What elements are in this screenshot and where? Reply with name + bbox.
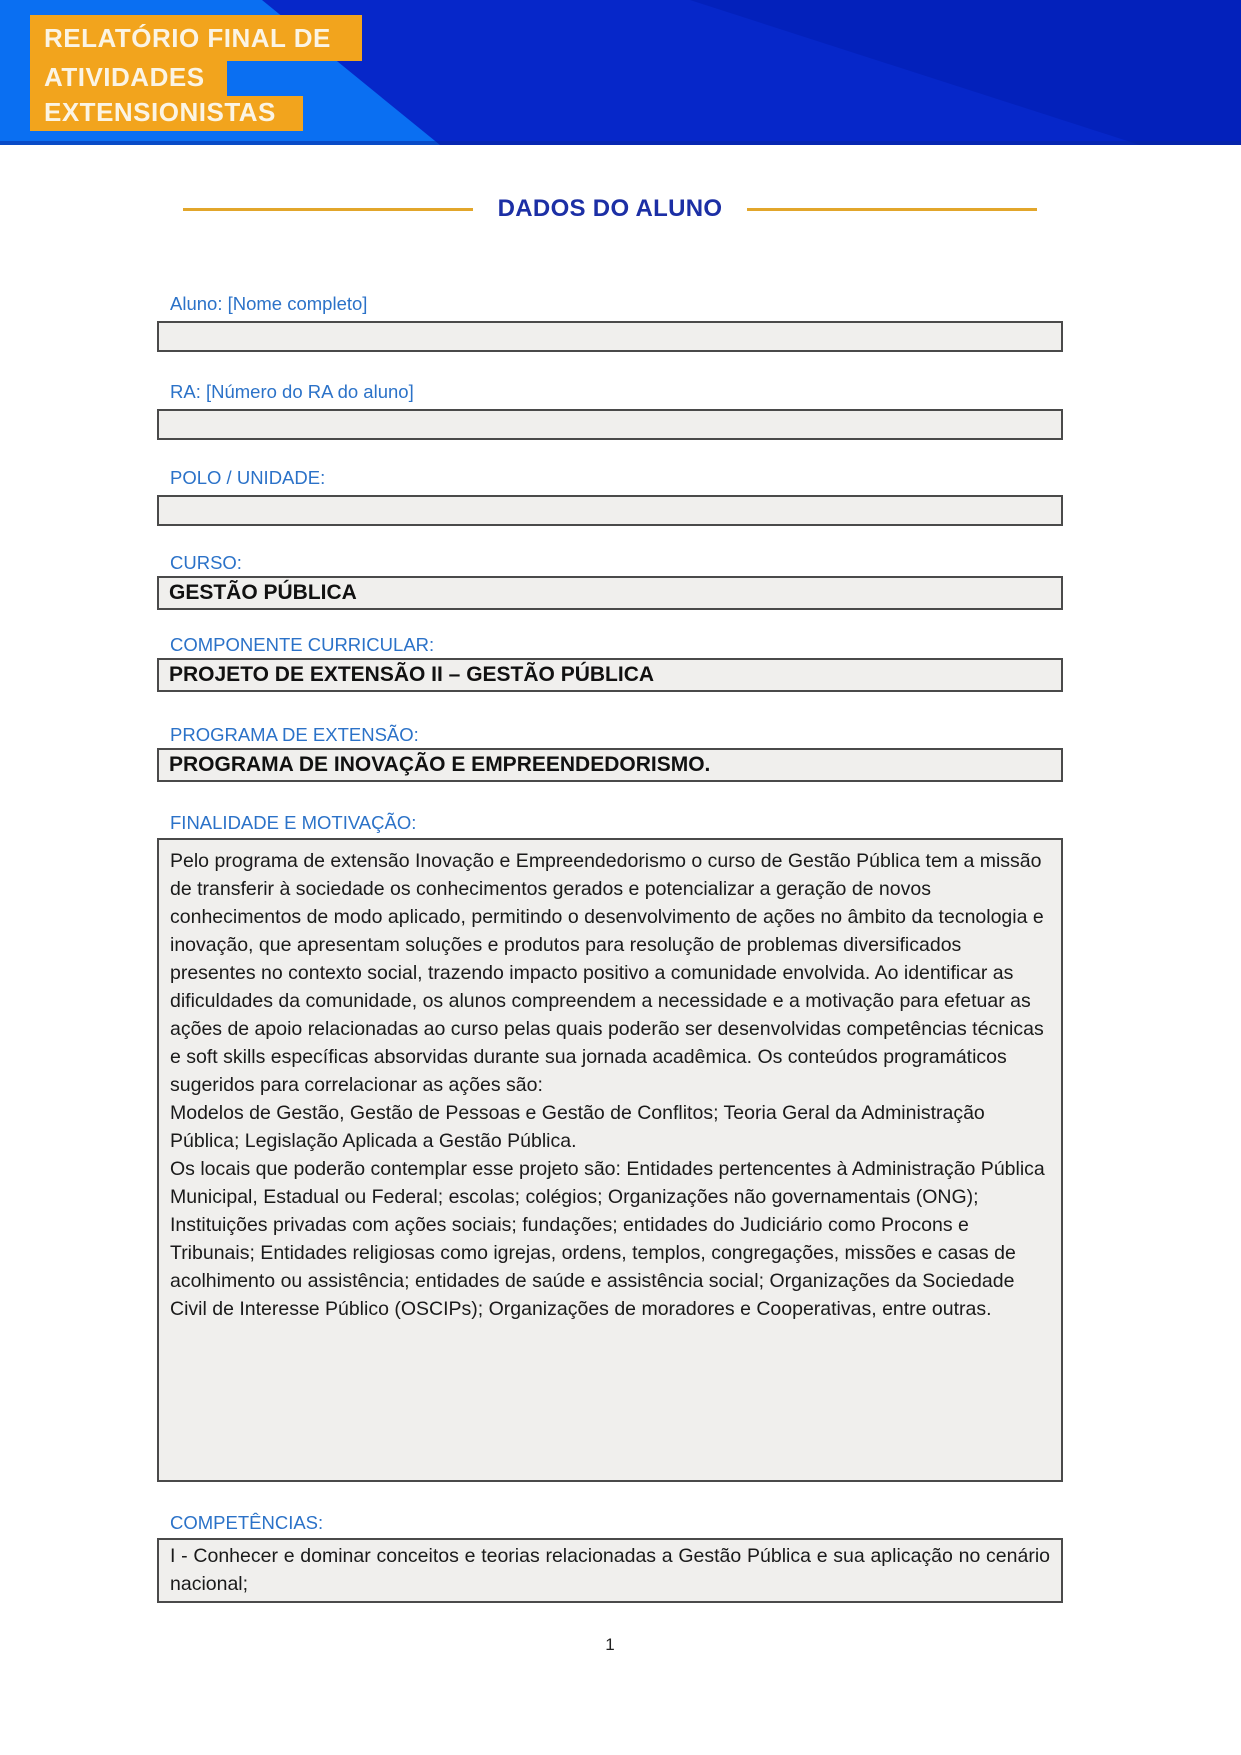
report-title-line: EXTENSIONISTAS [30, 96, 303, 131]
document-page [157, 193, 1063, 1655]
polo-input[interactable] [157, 495, 1063, 526]
aluno-input[interactable] [157, 321, 1063, 352]
field-label-programa: PROGRAMA DE EXTENSÃO: [170, 724, 419, 745]
field-label-ra: RA: [Número do RA do aluno] [170, 381, 414, 402]
field-label-finalidade: FINALIDADE E MOTIVAÇÃO: [170, 812, 417, 833]
report-title-line: ATIVIDADES [30, 61, 227, 96]
field-label-polo: POLO / UNIDADE: [170, 467, 326, 488]
finalidade-paragraph: Modelos de Gestão, Gestão de Pessoas e Gestão de Conflitos; Teoria Geral da Administração Pública; Legislação Aplicada a Gestão Pública. [170, 1102, 985, 1152]
section-title-row [157, 193, 1063, 225]
header-banner [0, 0, 1241, 145]
report-title-block [30, 15, 362, 131]
finalidade-paragraph: Os locais que poderão contemplar esse projeto são: Entidades pertencentes à Administração Pública Municipal, Estadual ou Federal; escolas; colégios; Organizações não governamentais (ONG); Instituições privadas com ações sociais; fundações; entidades do Judiciário como Procons e Tribunais; Entidades religiosas como igrejas, ordens, templos, congregações, missões e casas de acolhimento ou assistência; entidades de saúde e assistência social; Organizações da Sociedade Civil de Interesse Público (OSCIPs); Organizações de moradores e Cooperativas, entre outras. [170, 1158, 1045, 1320]
field-label-competencias: COMPETÊNCIAS: [170, 1512, 324, 1533]
gold-divider-left [183, 208, 473, 211]
finalidade-text-box [157, 838, 1063, 1482]
finalidade-paragraph: Pelo programa de extensão Inovação e Empreendedorismo o curso de Gestão Pública tem a missão de transferir à sociedade os conhecimentos gerados e potencializar a geração de novos conhecimentos de modo aplicado, permitindo o desenvolvimento de ações no âmbito da tecnologia e inovação, que apresentam soluções e produtos para resolução de problemas diversificados presentes no contexto social, trazendo impacto positivo a comunidade envolvida. Ao identificar as dificuldades da comunidade, os alunos compreendem a necessidade e a motivação para efetuar as ações de apoio relacionadas ao curso pelas quais poderão ser desenvolvidas competências técnicas e soft skills específicas absorvidas durante sua jornada acadêmica. Os conteúdos programáticos sugeridos para correlacionar as ações são: [170, 850, 1044, 1096]
curso-value-box: GESTÃO PÚBLICA [157, 576, 1063, 610]
page-number: 1 [605, 1635, 615, 1654]
componente-value-box: PROJETO DE EXTENSÃO II – GESTÃO PÚBLICA [157, 658, 1063, 692]
field-label-aluno: Aluno: [Nome completo] [170, 293, 368, 314]
field-label-componente: COMPONENTE CURRICULAR: [170, 634, 435, 655]
ra-input[interactable] [157, 409, 1063, 440]
field-label-curso: CURSO: [170, 552, 242, 573]
competencias-text-box: I - Conhecer e dominar conceitos e teorias relacionadas a Gestão Pública e sua aplicação no cenário nacional; [157, 1538, 1063, 1603]
programa-value-box: PROGRAMA DE INOVAÇÃO E EMPREENDEDORISMO. [157, 748, 1063, 782]
section-title: DADOS DO ALUNO [497, 195, 723, 222]
report-title-line: RELATÓRIO FINAL DE [30, 15, 362, 61]
gold-divider-right [747, 208, 1037, 211]
